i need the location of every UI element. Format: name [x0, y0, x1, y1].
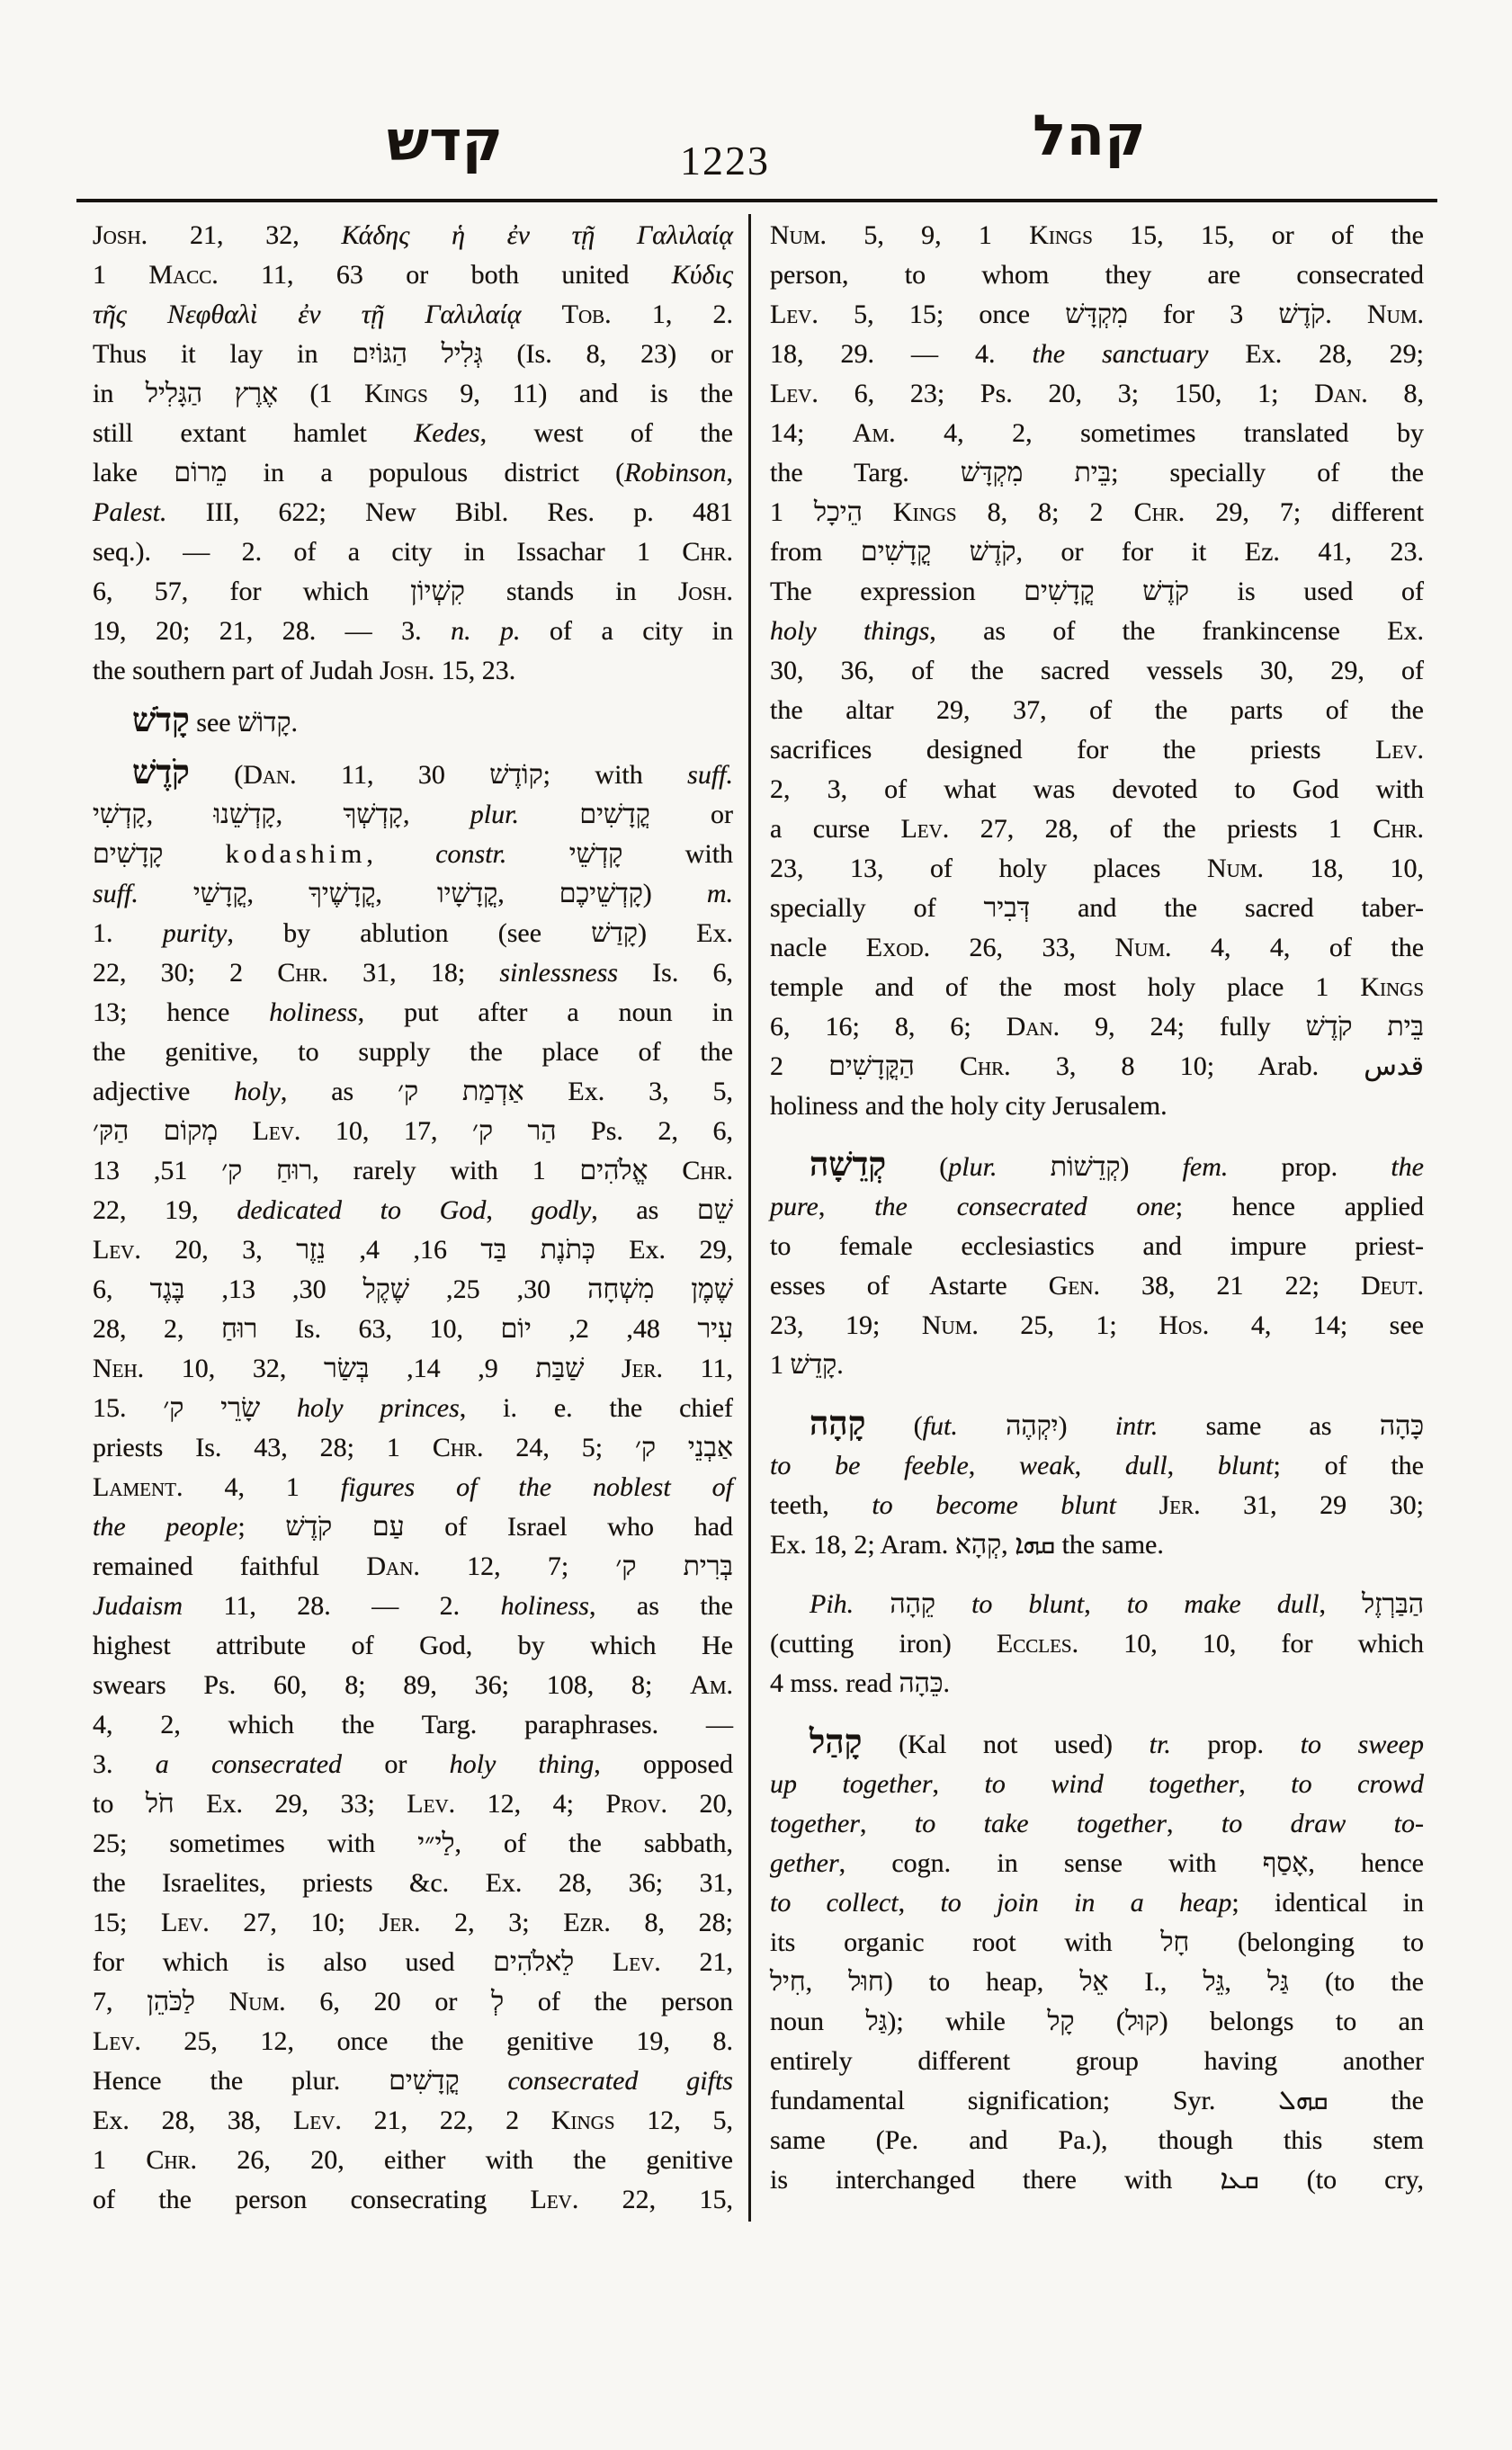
- text-line: קָדֹשׁ see קָדוֹשׁ.: [132, 702, 299, 739]
- text-line: pure, the consecrated one; hence applied: [770, 1192, 1425, 1221]
- text-line: מְקוֹם הַקּ׳ Lev. 10, 17, הַר ק׳ Ps. 2, 6,: [93, 1116, 734, 1146]
- text-line: Ex. 18, 2; Aram. קְהָא,‎ ܩܗܐ the same.: [770, 1530, 1164, 1560]
- text-line: remained faithful Dan. 12, 7; בְּרִית ק׳: [93, 1551, 733, 1581]
- text-line: 6, שֶׁמֶן מִשְׁחָה 30, 25, שֶׁקֶל 30, 13, בֶּגֶד: [93, 1274, 734, 1304]
- text-line: same (Pe. and Pa.), though this stem: [770, 2125, 1424, 2155]
- text-line: is interchanged there with ܩܥܐ (to cry,: [770, 2165, 1424, 2195]
- text-line: 3. a consecrated or holy thing, opposed: [93, 1749, 733, 1779]
- text-line: Thus it lay in גְּלִיל הַגּוֹיִם (Is. 8, 23) or: [93, 339, 733, 369]
- text-line: fundamental signification; Syr. ܩܗܠ the: [770, 2086, 1424, 2115]
- text-line: together, to take together, to draw to-: [770, 1809, 1425, 1838]
- text-line: קָהַל (Kal not used) tr. prop. to sweep: [810, 1724, 1425, 1761]
- text-line: 7, לַכֹּהֵן Num. 6, 20 or לְ of the person: [93, 1987, 734, 2016]
- text-line: entirely different group having another: [770, 2046, 1424, 2076]
- text-line: τῆς Νεφθαλὶ ἐν τῇ Γαλιλαίᾳ Tob. 1, 2.: [93, 300, 734, 329]
- entry-paragraph: [770, 1405, 1424, 1565]
- text-line: teeth, to become blunt Jer. 31, 29 30;: [770, 1490, 1425, 1520]
- entry-paragraph: [770, 1585, 1424, 1703]
- text-line: of the person consecrating Lev. 22, 15,: [93, 2185, 734, 2214]
- text-line: Neh. 10, 32, שַׁבַּת 9, 14, בְּשַׂר Jer. 11,: [93, 1354, 734, 1383]
- entry-paragraph: [93, 216, 733, 691]
- entry-paragraph: [93, 702, 733, 743]
- column-divider-rule: [748, 214, 751, 2222]
- text-line: adjective holy, as אַדְמַת ק׳ Ex. 3, 5,: [93, 1077, 733, 1106]
- text-line: lake מֵרוֹם in a populous district (Robinson,: [93, 458, 733, 487]
- text-line: The expression קֹדֶשׁ קֳדָשִׁים is used of: [770, 577, 1424, 606]
- text-line: הֵיכָל 1 Kings 8, 8; 2 Chr. 29, 7; different: [770, 497, 1424, 527]
- text-line: its organic root with חָל (belonging to: [770, 1927, 1425, 1957]
- text-line: 28, 2, רוּחַ Is. 63, 10, עִיר 48, 2, יוֹם: [93, 1314, 734, 1344]
- text-line: suff. קֳדָשַׁי,‎ קֳדָשֶׁיךָ,‎ קֳדָשָׁיו,‎ קָדְשֵׁיכֶם) m.: [93, 879, 734, 908]
- text-line: from קֹדֶשׁ קֳדָשִׁים, or for it Ez. 41, 23.: [770, 537, 1424, 567]
- text-line: Lament. 4, 1 figures of the noblest of: [93, 1472, 734, 1502]
- text-line: 19, 20; 21, 28. — 3. n. p. of a city in: [93, 616, 733, 646]
- text-line: 1 Macc. 11, 63 or both united Κύδις: [93, 260, 733, 290]
- text-line: noun גַּל); while קָל‎ (קוּל) belongs to an: [770, 2007, 1424, 2036]
- text-line: to collect, to join in a heap; identical in: [770, 1888, 1424, 1918]
- text-line: the people; עַם קֹדֶשׁ of Israel who had: [93, 1512, 734, 1542]
- text-line: קָדֵשׁ 1.: [770, 1350, 844, 1380]
- text-line: 18, 29. — 4. the sanctuary Ex. 28, 29;: [770, 339, 1424, 369]
- text-line: 2, 3, of what was devoted to God with: [770, 774, 1424, 804]
- text-line: Pih. קֵהָה to blunt, to make dull, הַבַּרְזֶל: [810, 1589, 1425, 1619]
- text-line: Josh. 21, 32, Κάδης ἡ ἐν τῇ Γαλιλαίᾳ: [93, 220, 734, 250]
- text-line: 15; Lev. 27, 10; Jer. 2, 3; Ezr. 8, 28;: [93, 1908, 734, 1937]
- text-line: הַקֳּדָשִׁים 2 Chr. 3, 8 10; Arab. قدس: [770, 1051, 1424, 1081]
- text-line: 1 Chr. 26, 20, either with the genitive: [93, 2145, 733, 2175]
- page-number: 1223: [680, 138, 770, 183]
- text-line: the altar 29, 37, of the parts of the: [770, 695, 1424, 725]
- text-line: 13; hence holiness, put after a noun in: [93, 997, 733, 1027]
- text-line: Num. 5, 9, 1 Kings 15, 15, or of the: [770, 220, 1424, 250]
- text-line: 4, 2, which the Targ. paraphrases. —: [93, 1710, 733, 1739]
- text-line: gether, cogn. in sense with אָסַף, hence: [770, 1848, 1424, 1878]
- header-keyword-right: קהל: [1033, 103, 1146, 168]
- text-line: 22, 19, dedicated to God, godly, as שֵׁם: [93, 1195, 734, 1225]
- text-line: highest attribute of God, by which He: [93, 1631, 733, 1660]
- text-line: Ex. 28, 38, Lev. 21, 22, 2 Kings 12, 5,: [93, 2106, 734, 2135]
- text-line: (cutting iron) Eccles. 10, 10, for which: [770, 1629, 1424, 1659]
- text-line: 30, 36, of the sacred vessels 30, 29, of: [770, 656, 1424, 685]
- text-line: specially of דְּבִיר and the sacred taber-: [770, 893, 1424, 923]
- text-line: חִיל,‎ חוּל) to heap, אֵל I., גֵּל,‎ גַּל (to the: [770, 1967, 1424, 1997]
- text-line: the genitive, to supply the place of the: [93, 1037, 733, 1067]
- text-line: temple and of the most holy place 1 Kings: [770, 972, 1424, 1002]
- text-line: holiness and the holy city Jerusalem.: [770, 1091, 1168, 1121]
- text-line: קֹדֶשׁ (Dan. 11, 30 קוֹדֶשׁ; with suff.: [132, 755, 733, 791]
- text-line: 23, 19; Num. 25, 1; Hos. 4, 14; see: [770, 1310, 1424, 1340]
- text-line: 4 mss. read כֵּהָה.: [770, 1668, 950, 1698]
- text-line: 14; Am. 4, 2, sometimes translated by: [770, 418, 1425, 448]
- text-line: Judaism 11, 28. — 2. holiness, as the: [93, 1591, 734, 1621]
- text-line: רוּחַ ק׳ 51, 13, rarely with אֱלֹהִים 1 Chr.: [93, 1156, 734, 1185]
- text-line: priests Is. 43, 28; 1 Chr. 24, 5; אַבְנֵי ק׳: [93, 1433, 733, 1462]
- text-line: קָדְשִׁי,‎ קָדְשֵׁנוּ,‎ קָדְשְׁךָ,‎ plur. קֳדָשִׁים or: [93, 800, 734, 829]
- text-line: קָדָשִׁים kodashim, constr. קָדְשֵׁי with: [93, 839, 734, 869]
- text-line: for which is also used לֵאלֹהִים Lev. 21,: [93, 1947, 734, 1977]
- text-line: person, to whom they are consecrated: [770, 260, 1424, 290]
- header-rule: [76, 199, 1437, 202]
- text-line: sacrifices designed for the priests Lev.: [770, 735, 1424, 765]
- text-line: the Israelites, priests &c. Ex. 28, 36; 31,: [93, 1868, 733, 1898]
- right-column: [770, 216, 1424, 2200]
- entry-paragraph: [93, 754, 733, 2220]
- text-line: in אֶרֶץ הַגָּלִיל (1 Kings 9, 11) and is the: [93, 379, 734, 408]
- text-line: Hence the plur. קֳדָשִׁים consecrated gifts: [93, 2066, 733, 2096]
- text-line: to female ecclesiastics and impure priest-: [770, 1231, 1424, 1261]
- text-line: Lev. 25, 12, once the genitive 19, 8.: [93, 2026, 733, 2056]
- text-line: 15. שָׂרֵי ק׳ holy princes, i. e. the chief: [93, 1393, 734, 1423]
- text-line: still extant hamlet Kedes, west of the: [93, 418, 733, 448]
- text-line: up together, to wind together, to crowd: [770, 1769, 1425, 1799]
- text-line: Lev. 20, 3, כְּתֹנֶת בַּד 16, 4, נֵזֶר Ex. 29,: [93, 1235, 733, 1265]
- text-line: seq.). — 2. of a city in Issachar 1 Chr.: [93, 537, 733, 567]
- text-line: קָהָה (fut. יִקְהֶה) intr. same as כָּהָה: [810, 1406, 1425, 1443]
- text-line: to חֹל Ex. 29, 33; Lev. 12, 4; Prov. 20,: [93, 1789, 733, 1819]
- text-line: 25; sometimes with לַי״י, of the sabbath,: [93, 1829, 733, 1858]
- text-line: 6, 57, for which קִשְׁיוֹן stands in Josh.: [93, 577, 733, 606]
- header-keyword-left: קדש: [387, 108, 504, 174]
- text-line: to be feeble, weak, dull, blunt; of the: [770, 1451, 1424, 1480]
- text-line: 23, 13, of holy places Num. 18, 10,: [770, 854, 1425, 883]
- text-line: Lev. 5, 15; once מִקְדָּשׁ for קֹדֶשׁ 3. Num.: [770, 300, 1424, 329]
- text-line: the Targ. בֵּית מִקְדָּשׁ; specially of the: [770, 458, 1424, 487]
- text-line: 6, 16; 8, 6; Dan. 9, 24; fully בֵּית קֹדֶשׁ: [770, 1012, 1425, 1042]
- text-line: a curse Lev. 27, 28, of the priests 1 Chr.: [770, 814, 1424, 844]
- text-line: 1. purity, by ablution (see קָדַשׁ) Ex.: [93, 918, 734, 948]
- text-line: nacle Exod. 26, 33, Num. 4, 4, of the: [770, 933, 1425, 962]
- left-column: [93, 216, 733, 2220]
- text-line: holy things, as of the frankincense Ex.: [770, 616, 1424, 646]
- text-line: Palest. III, 622; New Bibl. Res. p. 481: [93, 497, 733, 527]
- text-line: swears Ps. 60, 8; 89, 36; 108, 8; Am.: [93, 1670, 733, 1700]
- text-line: 22, 30; 2 Chr. 31, 18; sinlessness Is. 6,: [93, 958, 733, 988]
- text-line: קְדֵשָׁה (plur. קְדֵשׁוֹת) fem. prop. the: [810, 1147, 1424, 1184]
- text-line: the southern part of Judah Josh. 15, 23.: [93, 656, 516, 685]
- entry-paragraph: [770, 216, 1424, 1126]
- entry-paragraph: [770, 1723, 1424, 2200]
- text-line: esses of Astarte Gen. 38, 21 22; Deut.: [770, 1271, 1424, 1301]
- entry-paragraph: [770, 1146, 1424, 1385]
- text-line: Lev. 6, 23; Ps. 20, 3; 150, 1; Dan. 8,: [770, 379, 1424, 408]
